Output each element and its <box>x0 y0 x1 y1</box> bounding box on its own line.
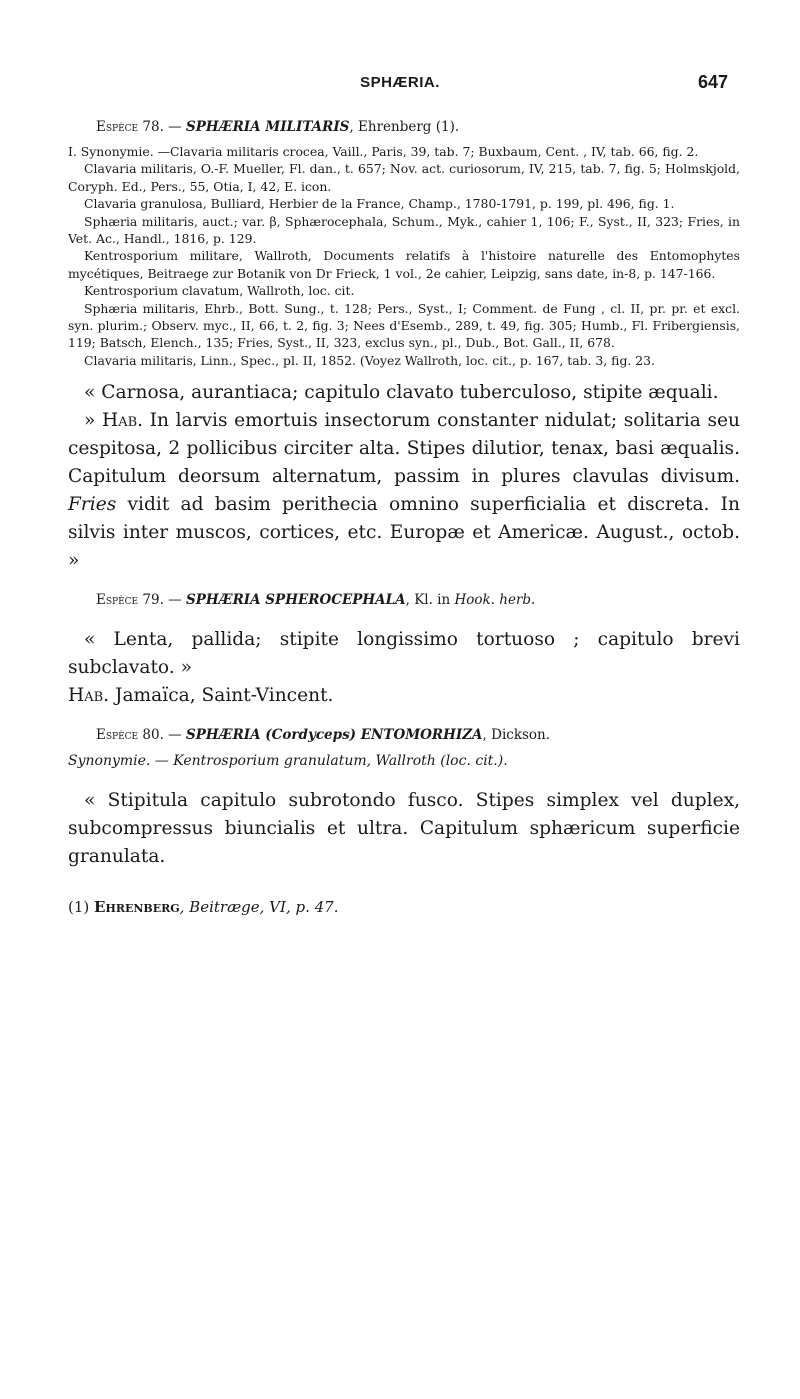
species-78-dash: — <box>163 119 186 135</box>
synonymy-entry: Kentrosporium militare, Wallroth, Documents relatifs à l'histoire naturelle des Entomophytes mycétiques, Beitraege zur Botanik von Dr Frieck, 1 vol., 2e cahier, Leipzig, sans date, in-8, p. 147-166. <box>68 248 740 281</box>
species-79-label: Espèce 79. <box>96 592 164 609</box>
habitat-text-continued: vidit ad basim perithecia omnino superficialia et discreta. In silvis inter muscos, cortices, etc. Europæ et Americæ. August., octob. » <box>68 494 740 572</box>
page-body <box>68 118 740 932</box>
habitat-label: Hab. <box>68 685 110 707</box>
species-80-description: « Stipitula capitulo subrotondo fusco. Stipes simplex vel duplex, subcompressus biuncialis et ultra. Capitulum sphæricum superficie granulata. <box>68 790 740 868</box>
footnote-mark: (1) <box>68 898 95 917</box>
synonymy-entry: Sphæria militaris, auct.; var. β, Sphærocephala, Schum., Myk., cahier 1, 106; F., Syst., II, 323; Fries, in Vet. Ac., Handl., 1816, p. 129. <box>68 213 740 247</box>
species-80-synonymy: Synonymie. — Kentrosporium granulatum, Wallroth (loc. cit.). <box>68 753 508 770</box>
synonymy-entry: Kentrosporium clavatum, Wallroth, loc. cit. <box>84 283 355 299</box>
page-header <box>0 74 800 98</box>
species-80-label: Espèce 80. <box>96 727 164 744</box>
synonymy-entry: Clavaria militaris, O.-F. Mueller, Fl. dan., t. 657; Nov. act. curiosorum, IV, 215, tab. 7, fig. 5; Holmskjold, Coryph. Ed., Pers., 55, Otia, I, 42, E. icon. <box>68 161 740 194</box>
species-80-dash: — <box>163 727 186 744</box>
species-78-heading <box>68 118 740 137</box>
species-80-heading <box>68 726 740 745</box>
synonymy-entry: Clavaria granulosa, Bulliard, Herbier de la France, Champ., 1780-1791, p. 199, pl. 496, fig. 1. <box>84 196 675 212</box>
fries-name: Fries <box>68 494 117 516</box>
species-78-description: « Carnosa, aurantiaca; capitulo clavato tuberculoso, stipite æquali. <box>84 382 719 404</box>
species-80-name: SPHÆRIA (Cordyceps) ENTOMORHIZA <box>185 727 483 744</box>
species-79-description: « Lenta, pallida; stipite longissimo tortuoso ; capitulo brevi subclavato. » <box>68 629 740 679</box>
synonymy-entry: Sphæria militaris, Ehrb., Bott. Sung., t. 128; Pers., Syst., I; Comment. de Fung , cl. II, pr. pr. et excl. syn. plurim.; Observ. myc., II, 66, t. 2, fig. 3; Nees d'Esemb., 289, t. 49, fig. 305; Humb., Fl. Fribergiensis, 119; Batsch, Elench., 135; Fries, Syst., II, 323, exclus syn., pl., Dub., Bot. Gall., II, 678. <box>68 300 740 351</box>
species-78-synonymy <box>68 143 740 369</box>
species-78-habitat <box>68 407 740 575</box>
running-title: SPHÆRIA. <box>360 74 440 91</box>
footnote-text: , Beitræge, VI, p. 47. <box>179 898 339 917</box>
habitat-text: Jamaïca, Saint-Vincent. <box>109 685 334 707</box>
species-79-author: , Kl. in <box>405 592 455 609</box>
synonymy-entry: I. Synonymie. —Clavaria militaris crocea, Vaill., Paris, 39, tab. 7; Buxbaum, Cent. , IV, tab. 66, fig. 2. <box>68 144 699 159</box>
species-79-heading <box>68 591 740 610</box>
species-79-dash: — <box>163 592 186 609</box>
species-79-habitat <box>68 682 740 710</box>
footnote <box>68 897 740 917</box>
species-78-label: Espèce 78. <box>96 119 164 135</box>
habitat-label: » Hab. <box>84 410 144 432</box>
footnote-author: Ehrenberg <box>94 898 180 917</box>
species-78-author: , Ehrenberg (1). <box>349 119 460 135</box>
species-80-author: , Dickson. <box>482 727 551 744</box>
synonymy-entry: Clavaria militaris, Linn., Spec., pl. II, 1852. (Voyez Wallroth, loc. cit., p. 167, tab. 3, fig. 23. <box>84 352 655 368</box>
species-79-source: Hook. herb. <box>454 592 536 609</box>
page-number: 647 <box>697 72 728 92</box>
species-78-name: SPHÆRIA MILITARIS <box>185 119 350 135</box>
species-79-name: SPHÆRIA SPHEROCEPHALA <box>185 592 406 609</box>
habitat-text: In larvis emortuis insectorum constanter nidulat; solitaria seu cespitosa, 2 pollicibus circiter alta. Stipes dilutior, tenax, basi æqualis. Capitulum deorsum alternatum, passim in plures clavulas divisum. <box>68 410 740 488</box>
